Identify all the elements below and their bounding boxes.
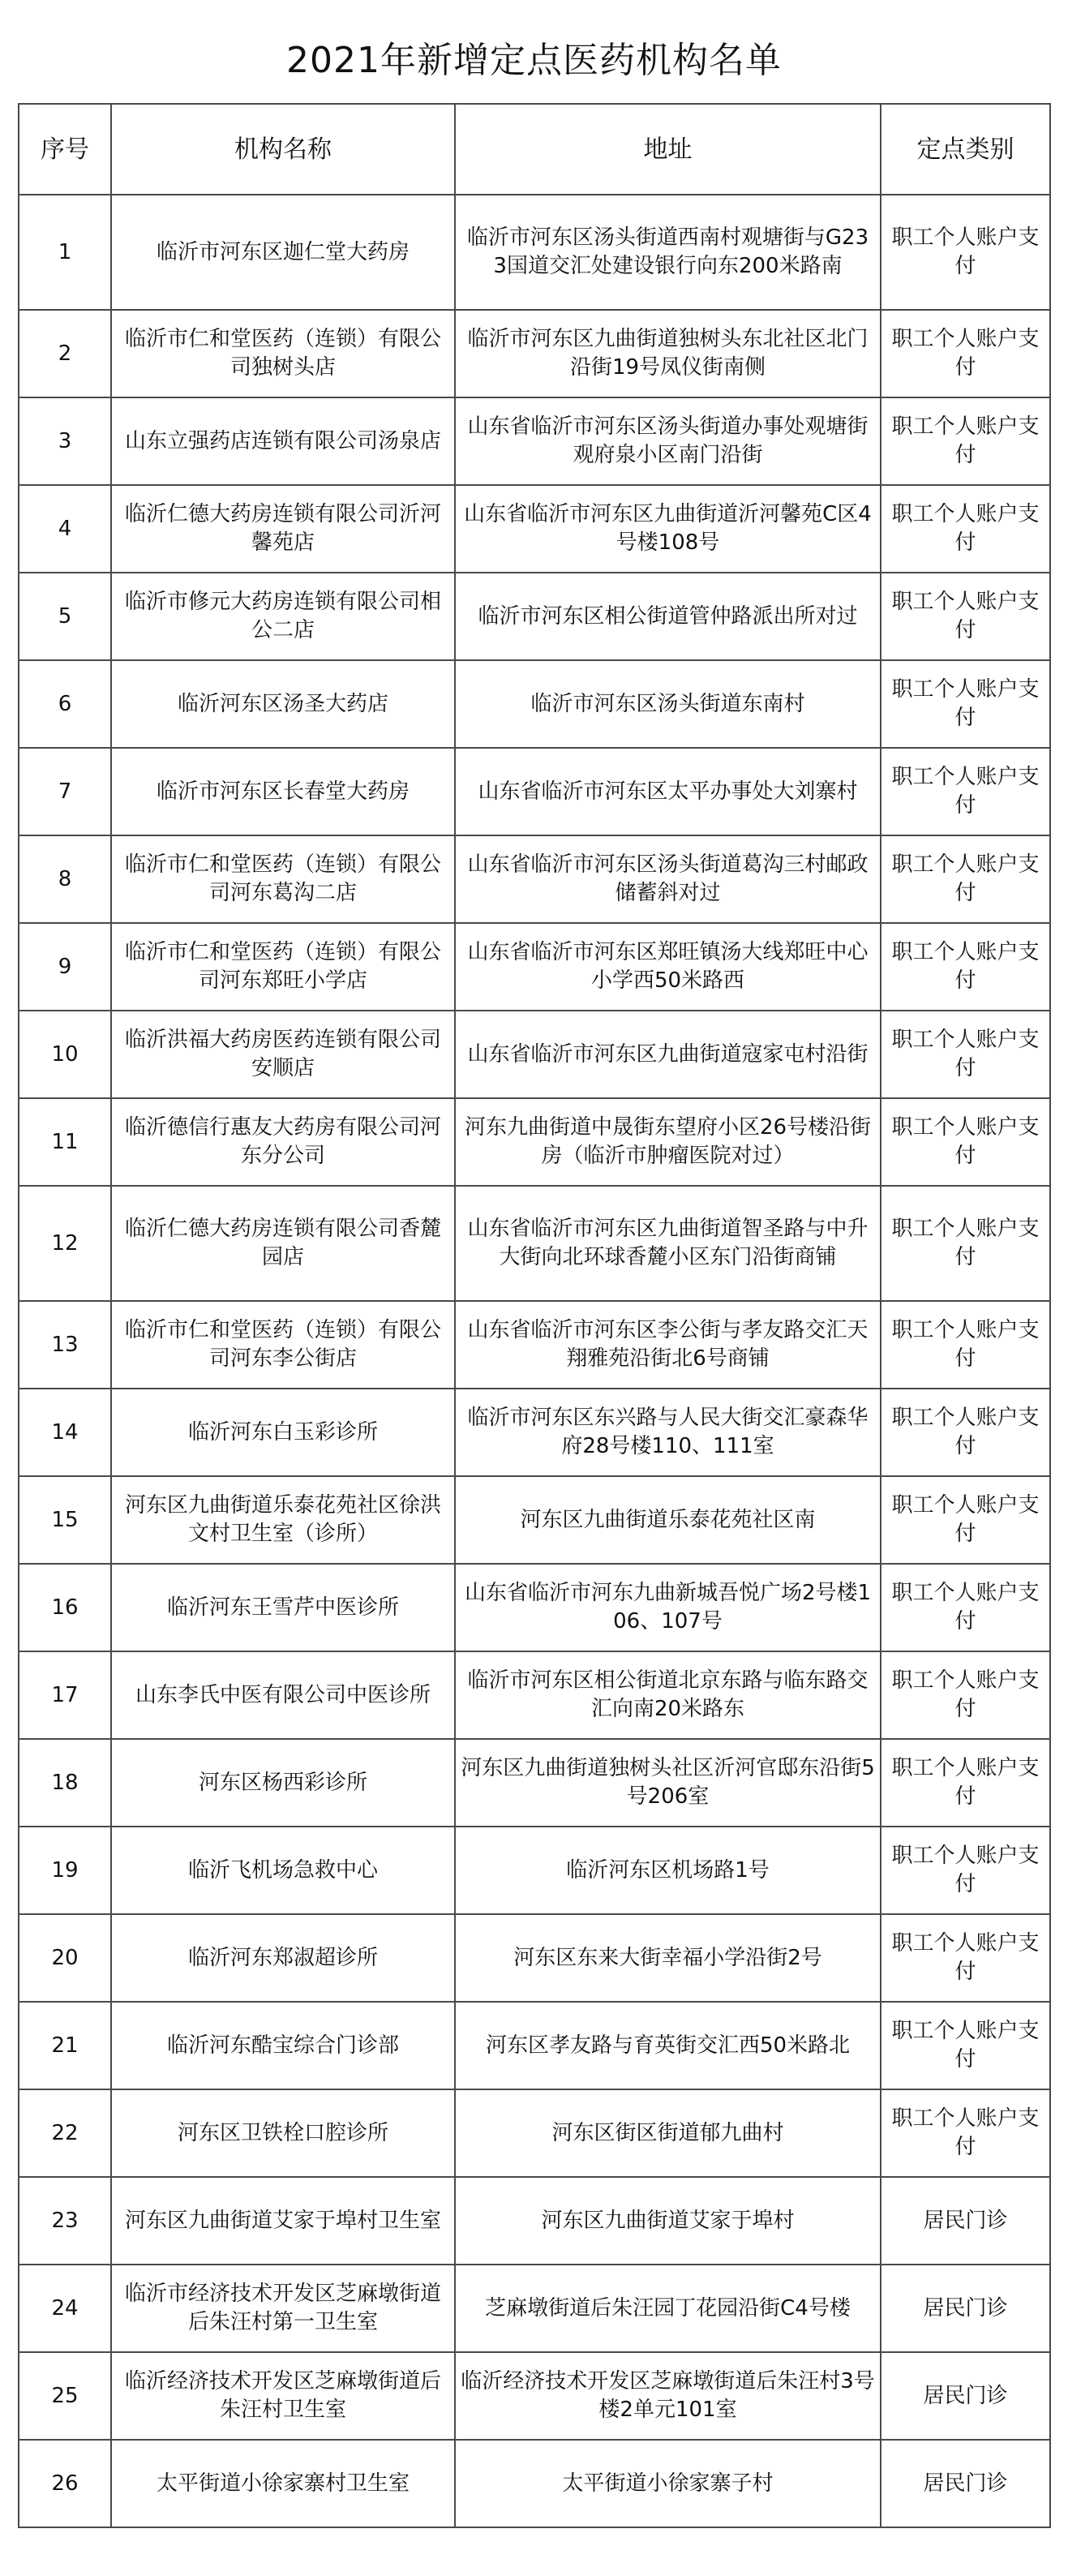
cell-institution-name: 临沂德信行惠友大药房有限公司河东分公司 bbox=[111, 1098, 455, 1186]
cell-institution-name: 河东区九曲街道艾家于埠村卫生室 bbox=[111, 2177, 455, 2265]
header-institution-name: 机构名称 bbox=[111, 104, 455, 195]
cell-institution-name: 山东立强药店连锁有限公司汤泉店 bbox=[111, 397, 455, 485]
cell-serial-number: 9 bbox=[19, 923, 111, 1011]
cell-serial-number: 12 bbox=[19, 1186, 111, 1301]
cell-serial-number: 16 bbox=[19, 1564, 111, 1651]
table-header bbox=[19, 104, 1050, 195]
cell-address: 山东省临沂市河东区李公街与孝友路交汇天翔雅苑沿街北6号商铺 bbox=[455, 1301, 881, 1389]
cell-designation-type: 职工个人账户支付 bbox=[881, 2089, 1050, 2177]
cell-address: 山东省临沂市河东区九曲街道寇家屯村沿街 bbox=[455, 1011, 881, 1098]
cell-address: 河东区东来大街幸福小学沿街2号 bbox=[455, 1914, 881, 2002]
cell-serial-number: 24 bbox=[19, 2265, 111, 2352]
cell-institution-name: 临沂市修元大药房连锁有限公司相公二店 bbox=[111, 573, 455, 660]
table-row bbox=[19, 1651, 1050, 1739]
table-row bbox=[19, 1739, 1050, 1827]
cell-address: 山东省临沂市河东区汤头街道葛沟三村邮政储蓄斜对过 bbox=[455, 835, 881, 923]
cell-serial-number: 8 bbox=[19, 835, 111, 923]
table-row bbox=[19, 310, 1050, 397]
cell-designation-type: 职工个人账户支付 bbox=[881, 2002, 1050, 2089]
cell-institution-name: 临沂市河东区迦仁堂大药房 bbox=[111, 195, 455, 310]
cell-address: 山东省临沂市河东区九曲街道智圣路与中升大街向北环球香麓小区东门沿街商铺 bbox=[455, 1186, 881, 1301]
cell-serial-number: 7 bbox=[19, 748, 111, 835]
cell-institution-name: 临沂洪福大药房医药连锁有限公司安顺店 bbox=[111, 1011, 455, 1098]
cell-institution-name: 河东区卫铁栓口腔诊所 bbox=[111, 2089, 455, 2177]
cell-institution-name: 河东区九曲街道乐泰花苑社区徐洪文村卫生室（诊所） bbox=[111, 1476, 455, 1564]
cell-serial-number: 17 bbox=[19, 1651, 111, 1739]
cell-address: 河东区九曲街道独树头社区沂河官邸东沿街5号206室 bbox=[455, 1739, 881, 1827]
cell-address: 山东省临沂市河东九曲新城吾悦广场2号楼106、107号 bbox=[455, 1564, 881, 1651]
cell-serial-number: 14 bbox=[19, 1389, 111, 1476]
cell-designation-type: 职工个人账户支付 bbox=[881, 310, 1050, 397]
table-body bbox=[19, 195, 1050, 2527]
table-row bbox=[19, 485, 1050, 573]
header-row bbox=[19, 104, 1050, 195]
cell-designation-type: 居民门诊 bbox=[881, 2265, 1050, 2352]
cell-designation-type: 职工个人账户支付 bbox=[881, 1011, 1050, 1098]
table-row bbox=[19, 1098, 1050, 1186]
cell-institution-name: 临沂飞机场急救中心 bbox=[111, 1827, 455, 1914]
cell-serial-number: 21 bbox=[19, 2002, 111, 2089]
cell-serial-number: 3 bbox=[19, 397, 111, 485]
table-row bbox=[19, 1301, 1050, 1389]
table-row bbox=[19, 660, 1050, 748]
cell-serial-number: 22 bbox=[19, 2089, 111, 2177]
cell-institution-name: 临沂市仁和堂医药（连锁）有限公司河东李公街店 bbox=[111, 1301, 455, 1389]
cell-address: 山东省临沂市河东区郑旺镇汤大线郑旺中心小学西50米路西 bbox=[455, 923, 881, 1011]
cell-designation-type: 职工个人账户支付 bbox=[881, 1651, 1050, 1739]
cell-address: 临沂市河东区相公街道管仲路派出所对过 bbox=[455, 573, 881, 660]
cell-designation-type: 职工个人账户支付 bbox=[881, 1098, 1050, 1186]
cell-address: 临沂市河东区汤头街道东南村 bbox=[455, 660, 881, 748]
table-row bbox=[19, 1389, 1050, 1476]
cell-designation-type: 职工个人账户支付 bbox=[881, 485, 1050, 573]
cell-address: 临沂市河东区东兴路与人民大街交汇豪森华府28号楼110、111室 bbox=[455, 1389, 881, 1476]
cell-serial-number: 19 bbox=[19, 1827, 111, 1914]
cell-designation-type: 职工个人账户支付 bbox=[881, 660, 1050, 748]
cell-institution-name: 临沂河东王雪芹中医诊所 bbox=[111, 1564, 455, 1651]
table-row bbox=[19, 2440, 1050, 2527]
cell-institution-name: 临沂市河东区长春堂大药房 bbox=[111, 748, 455, 835]
cell-designation-type: 职工个人账户支付 bbox=[881, 748, 1050, 835]
cell-designation-type: 职工个人账户支付 bbox=[881, 1564, 1050, 1651]
cell-institution-name: 山东李氏中医有限公司中医诊所 bbox=[111, 1651, 455, 1739]
cell-serial-number: 26 bbox=[19, 2440, 111, 2527]
table-row bbox=[19, 1011, 1050, 1098]
cell-address: 河东区九曲街道艾家于埠村 bbox=[455, 2177, 881, 2265]
cell-designation-type: 职工个人账户支付 bbox=[881, 1827, 1050, 1914]
header-designation-type: 定点类别 bbox=[881, 104, 1050, 195]
table-row bbox=[19, 2177, 1050, 2265]
cell-designation-type: 职工个人账户支付 bbox=[881, 1476, 1050, 1564]
cell-designation-type: 居民门诊 bbox=[881, 2352, 1050, 2440]
table-row bbox=[19, 1564, 1050, 1651]
cell-serial-number: 18 bbox=[19, 1739, 111, 1827]
cell-designation-type: 职工个人账户支付 bbox=[881, 1301, 1050, 1389]
cell-institution-name: 临沂河东白玉彩诊所 bbox=[111, 1389, 455, 1476]
cell-designation-type: 职工个人账户支付 bbox=[881, 835, 1050, 923]
cell-address: 山东省临沂市河东区汤头街道办事处观塘街观府泉小区南门沿街 bbox=[455, 397, 881, 485]
cell-serial-number: 1 bbox=[19, 195, 111, 310]
cell-address: 临沂河东区机场路1号 bbox=[455, 1827, 881, 1914]
table-row bbox=[19, 2002, 1050, 2089]
cell-address: 临沂经济技术开发区芝麻墩街道后朱汪村3号楼2单元101室 bbox=[455, 2352, 881, 2440]
cell-designation-type: 居民门诊 bbox=[881, 2177, 1050, 2265]
table-row bbox=[19, 573, 1050, 660]
cell-address: 河东区孝友路与育英街交汇西50米路北 bbox=[455, 2002, 881, 2089]
table-row bbox=[19, 2089, 1050, 2177]
cell-designation-type: 职工个人账户支付 bbox=[881, 1739, 1050, 1827]
header-serial-number: 序号 bbox=[19, 104, 111, 195]
cell-address: 芝麻墩街道后朱汪园丁花园沿街C4号楼 bbox=[455, 2265, 881, 2352]
table-row bbox=[19, 1476, 1050, 1564]
table-row bbox=[19, 195, 1050, 310]
cell-designation-type: 职工个人账户支付 bbox=[881, 923, 1050, 1011]
cell-designation-type: 职工个人账户支付 bbox=[881, 573, 1050, 660]
cell-serial-number: 15 bbox=[19, 1476, 111, 1564]
table-row bbox=[19, 1827, 1050, 1914]
cell-designation-type: 职工个人账户支付 bbox=[881, 1389, 1050, 1476]
cell-address: 临沂市河东区九曲街道独树头东北社区北门沿街19号凤仪街南侧 bbox=[455, 310, 881, 397]
cell-serial-number: 11 bbox=[19, 1098, 111, 1186]
table-row bbox=[19, 2352, 1050, 2440]
cell-designation-type: 居民门诊 bbox=[881, 2440, 1050, 2527]
cell-serial-number: 25 bbox=[19, 2352, 111, 2440]
table-row bbox=[19, 1914, 1050, 2002]
cell-institution-name: 临沂仁德大药房连锁有限公司沂河馨苑店 bbox=[111, 485, 455, 573]
cell-serial-number: 4 bbox=[19, 485, 111, 573]
cell-address: 山东省临沂市河东区太平办事处大刘寨村 bbox=[455, 748, 881, 835]
cell-designation-type: 职工个人账户支付 bbox=[881, 1914, 1050, 2002]
cell-institution-name: 临沂仁德大药房连锁有限公司香麓园店 bbox=[111, 1186, 455, 1301]
cell-address: 河东区街区街道郁九曲村 bbox=[455, 2089, 881, 2177]
table-row bbox=[19, 835, 1050, 923]
cell-address: 山东省临沂市河东区九曲街道沂河馨苑C区4号楼108号 bbox=[455, 485, 881, 573]
cell-address: 太平街道小徐家寨子村 bbox=[455, 2440, 881, 2527]
cell-designation-type: 职工个人账户支付 bbox=[881, 195, 1050, 310]
page-title: 2021年新增定点医药机构名单 bbox=[286, 40, 782, 81]
cell-institution-name: 临沂市仁和堂医药（连锁）有限公司河东葛沟二店 bbox=[111, 835, 455, 923]
table-row bbox=[19, 2265, 1050, 2352]
cell-institution-name: 临沂河东区汤圣大药店 bbox=[111, 660, 455, 748]
cell-designation-type: 职工个人账户支付 bbox=[881, 397, 1050, 485]
cell-serial-number: 6 bbox=[19, 660, 111, 748]
cell-institution-name: 临沂河东郑淑超诊所 bbox=[111, 1914, 455, 2002]
cell-serial-number: 13 bbox=[19, 1301, 111, 1389]
cell-address: 河东九曲街道中晟街东望府小区26号楼沿街房（临沂市肿瘤医院对过） bbox=[455, 1098, 881, 1186]
table-row bbox=[19, 923, 1050, 1011]
cell-institution-name: 临沂河东酷宝综合门诊部 bbox=[111, 2002, 455, 2089]
cell-serial-number: 23 bbox=[19, 2177, 111, 2265]
header-address: 地址 bbox=[455, 104, 881, 195]
cell-serial-number: 2 bbox=[19, 310, 111, 397]
institution-table bbox=[18, 103, 1051, 2528]
cell-institution-name: 河东区杨西彩诊所 bbox=[111, 1739, 455, 1827]
cell-institution-name: 太平街道小徐家寨村卫生室 bbox=[111, 2440, 455, 2527]
table-row bbox=[19, 1186, 1050, 1301]
cell-address: 河东区九曲街道乐泰花苑社区南 bbox=[455, 1476, 881, 1564]
cell-address: 临沂市河东区汤头街道西南村观塘街与G233国道交汇处建设银行向东200米路南 bbox=[455, 195, 881, 310]
cell-institution-name: 临沂经济技术开发区芝麻墩街道后朱汪村卫生室 bbox=[111, 2352, 455, 2440]
cell-designation-type: 职工个人账户支付 bbox=[881, 1186, 1050, 1301]
cell-institution-name: 临沂市仁和堂医药（连锁）有限公司河东郑旺小学店 bbox=[111, 923, 455, 1011]
cell-serial-number: 20 bbox=[19, 1914, 111, 2002]
cell-institution-name: 临沂市经济技术开发区芝麻墩街道后朱汪村第一卫生室 bbox=[111, 2265, 455, 2352]
cell-serial-number: 5 bbox=[19, 573, 111, 660]
table-row bbox=[19, 397, 1050, 485]
table-row bbox=[19, 748, 1050, 835]
cell-serial-number: 10 bbox=[19, 1011, 111, 1098]
cell-institution-name: 临沂市仁和堂医药（连锁）有限公司独树头店 bbox=[111, 310, 455, 397]
cell-address: 临沂市河东区相公街道北京东路与临东路交汇向南20米路东 bbox=[455, 1651, 881, 1739]
